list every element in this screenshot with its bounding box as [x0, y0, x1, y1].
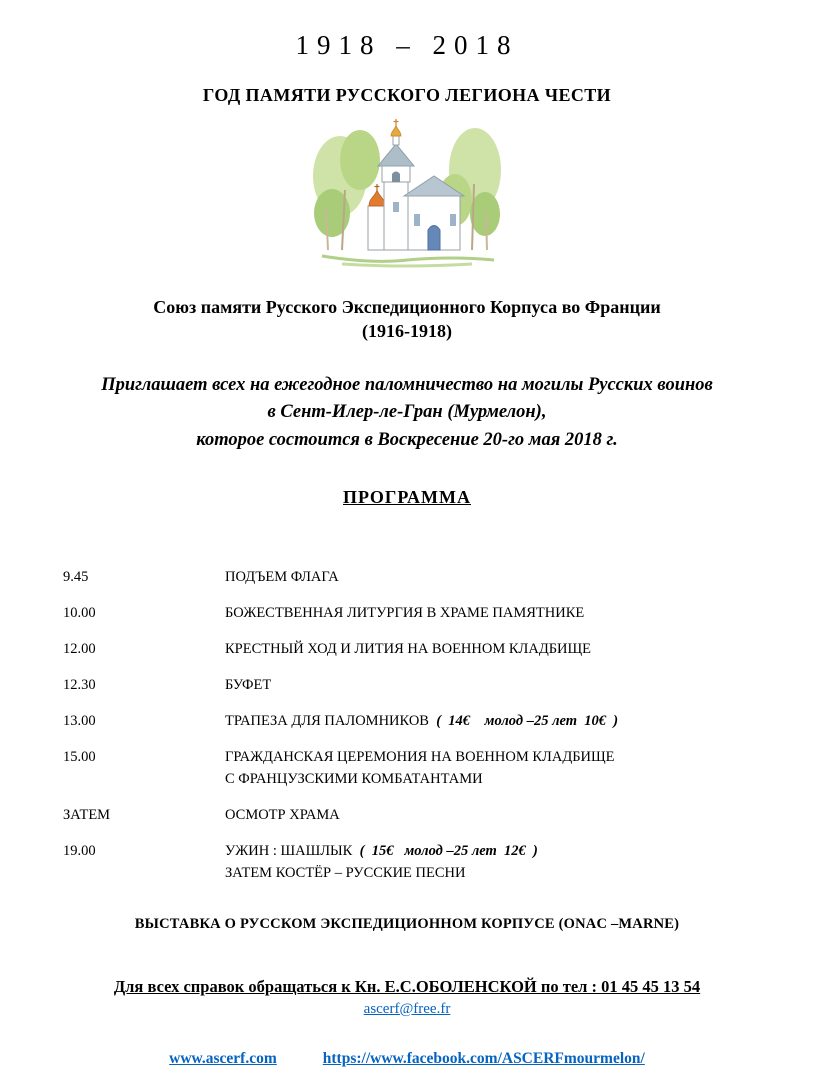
- schedule-row: [63, 638, 814, 660]
- schedule-price: ( 15€ молод –25 лет 12€ ): [352, 842, 538, 859]
- schedule-row: [63, 840, 814, 884]
- schedule-activity: ТРАПЕЗА ДЛЯ ПАЛОМНИКОВ: [225, 712, 429, 729]
- invitation-line1: Приглашает всех на ежегодное паломничество на могилы Русских воинов: [101, 374, 713, 395]
- schedule-time: 19.00: [63, 842, 96, 859]
- program-schedule: [63, 566, 814, 884]
- schedule-row: [63, 804, 814, 826]
- main-title: ГОД ПАМЯТИ РУССКОГО ЛЕГИОНА ЧЕСТИ: [202, 85, 612, 105]
- schedule-activity-line2: ЗАТЕМ КОСТЁР – РУССКИЕ ПЕСНИ: [225, 864, 466, 881]
- schedule-price: ( 14€ молод –25 лет 10€ ): [428, 712, 619, 729]
- church-image: [312, 118, 502, 273]
- schedule-time: 15.00: [63, 748, 96, 765]
- bottom-links: [0, 1050, 814, 1068]
- schedule-time: 12.30: [63, 676, 96, 693]
- invitation-line2: в Сент-Илер-ле-Гран (Мурмелон),: [267, 402, 547, 423]
- schedule-activity: БУФЕТ: [225, 676, 272, 693]
- organization-name: Союз памяти Русского Экспедиционного Корпуса во Франции: [153, 297, 661, 317]
- schedule-time: 10.00: [63, 604, 96, 621]
- schedule-activity: ГРАЖДАНСКАЯ ЦЕРЕМОНИЯ НА ВОЕННОМ КЛАДБИЩЕ: [225, 748, 615, 765]
- organization-block: [0, 295, 814, 344]
- schedule-activity: ОСМОТР ХРАМА: [225, 806, 340, 823]
- email-line: [0, 1001, 814, 1018]
- schedule-activity-line2: С ФРАНЦУЗСКИМИ КОМБАТАНТАМИ: [225, 770, 483, 787]
- exhibition-note: ВЫСТАВКА О РУССКОМ ЭКСПЕДИЦИОННОМ КОРПУСЕ (ONAC –MARNE): [134, 915, 680, 932]
- church-illustration: [0, 118, 814, 273]
- schedule-row: [63, 674, 814, 696]
- schedule-row: [63, 710, 814, 732]
- schedule-row: [63, 746, 814, 790]
- email-link[interactable]: ascerf@free.fr: [363, 1000, 451, 1017]
- facebook-link[interactable]: https://www.facebook.com/ASCERFmourmelon/: [322, 1049, 645, 1067]
- schedule-time: 9.45: [63, 568, 89, 585]
- schedule-time: 12.00: [63, 640, 96, 657]
- invitation-line3: которое состоится в Воскресение 20-го мая 2018 г.: [196, 430, 618, 451]
- schedule-activity: УЖИН : ШАШЛЫК: [225, 842, 353, 859]
- schedule-time: 13.00: [63, 712, 96, 729]
- website-link[interactable]: www.ascerf.com: [169, 1049, 277, 1067]
- invitation-block: [0, 372, 814, 455]
- schedule-row: [63, 566, 814, 588]
- organization-years: (1916-1918): [362, 321, 452, 342]
- years-heading: 1918 – 2018: [295, 30, 519, 60]
- schedule-activity: БОЖЕСТВЕННАЯ ЛИТУРГИЯ В ХРАМЕ ПАМЯТНИКЕ: [225, 604, 585, 621]
- schedule-time: ЗАТЕМ: [63, 806, 111, 823]
- schedule-activity: КРЕСТНЫЙ ХОД И ЛИТИЯ НА ВОЕННОМ КЛАДБИЩЕ: [225, 640, 592, 657]
- schedule-activity: ПОДЪЕМ ФЛАГА: [225, 568, 339, 585]
- schedule-row: [63, 602, 814, 624]
- program-heading: ПРОГРАММА: [342, 486, 471, 507]
- contact-info: Для всех справок обращаться к Кн. Е.С.ОБОЛЕНСКОЙ по тел : 01 45 45 13 54: [113, 976, 701, 996]
